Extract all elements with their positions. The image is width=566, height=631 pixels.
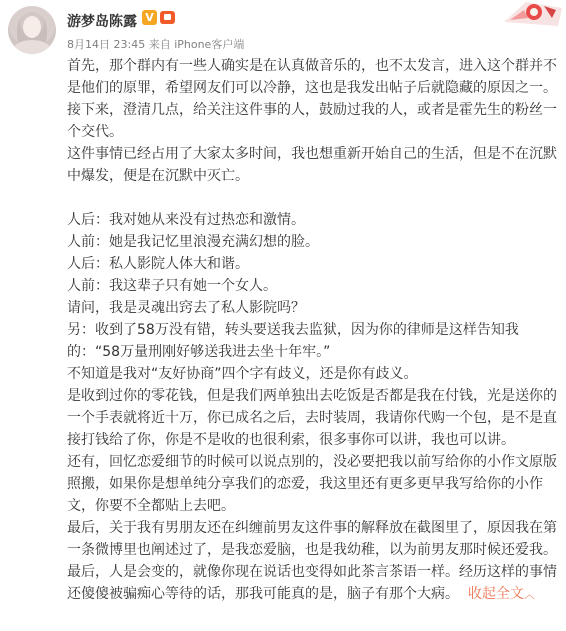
post-paragraph: 人后：我对她从来没有过热恋和激情。 [67, 212, 305, 228]
post-paragraph: 人前：我这辈子只有她一个女人。 [67, 278, 277, 294]
post-source: 来自 iPhone客户端 [148, 38, 245, 51]
post-paragraph: 请问，我是灵魂出窍去了私人影院吗？ [67, 300, 305, 316]
post-paragraph: 不知道是我对“友好协商”四个字有歧义，还是你有歧义。 [67, 366, 418, 382]
post-body [67, 55, 562, 606]
post-paragraph: 还有，回忆恋爱细节的时候可以说点别的，没必要把我以前写给你的小作文原版照搬，如果你是想单纯分享我们的恋爱，我这里还有更多更早我写给你的小作文，你要不全都贴上去吧。 [67, 454, 557, 514]
avatar[interactable] [8, 6, 56, 54]
post-paragraph: 最后，关于我有男朋友还在纠缠前男友这件事的解释放在截图里了，原因我在第一条微博里也阐述过了，是我恋爱脑，也是我幼稚，以为前男友那时候还爱我。 [67, 520, 557, 558]
post-paragraph: 是收到过你的零花钱，但是我们两单独出去吃饭是否都是我在付钱，光是送你的一个手表就将近十万，你已成名之后，去时装周，我请你代购一个包，是不是直接打钱给了你，你是不是收的也很利索，很多事你可以讲，我也可以讲。 [67, 388, 557, 448]
post-paragraph: 首先，那个群内有一些人确实是在认真做音乐的，也不太发言，进入这个群并不是他们的原罪，希望网友们可以冷静，这也是我发出帖子后就隐藏的原因之一。 [67, 58, 557, 96]
post-paragraph [67, 187, 562, 209]
chevron-up-icon: ︿ [523, 588, 535, 601]
post-timestamp[interactable]: 8月14日 23:45 [67, 38, 146, 51]
card-decoration-icon [496, 0, 566, 28]
collapse-link[interactable] [468, 586, 535, 602]
collapse-label: 收起全文 [467, 586, 524, 602]
post-meta [67, 36, 244, 52]
verified-badge-icon[interactable]: V [142, 10, 157, 25]
vip-crown-icon[interactable] [160, 10, 175, 25]
post-paragraph: 另：收到了58万没有错，转头要送我去监狱，因为你的律师是这样告知我的：“58万量刑刚好够送我进去坐十年牢。” [67, 322, 519, 360]
post-paragraph: 这件事情已经占用了大家太多时间，我也想重新开始自己的生活，但是不在沉默中爆发，便是在沉默中灭亡。 [67, 146, 557, 184]
post-paragraph: 接下来，澄清几点，给关注这件事的人，鼓励过我的人，或者是霍先生的粉丝一个交代。 [67, 102, 557, 140]
username[interactable]: 游梦岛陈露 [67, 14, 137, 30]
user-badges [142, 10, 175, 25]
post-paragraph: 人前：她是我记忆里浪漫充满幻想的脸。 [67, 234, 319, 250]
post-paragraph: 最后，人是会变的，就像你现在说话也变得如此茶言茶语一样。经历这样的事情还傻傻被骗痴心等待的话，那我可能真的是，脑子有那个大病。 收起全文︿ [67, 564, 557, 602]
post-paragraph: 人后：私人影院人体大和谐。 [67, 256, 249, 272]
